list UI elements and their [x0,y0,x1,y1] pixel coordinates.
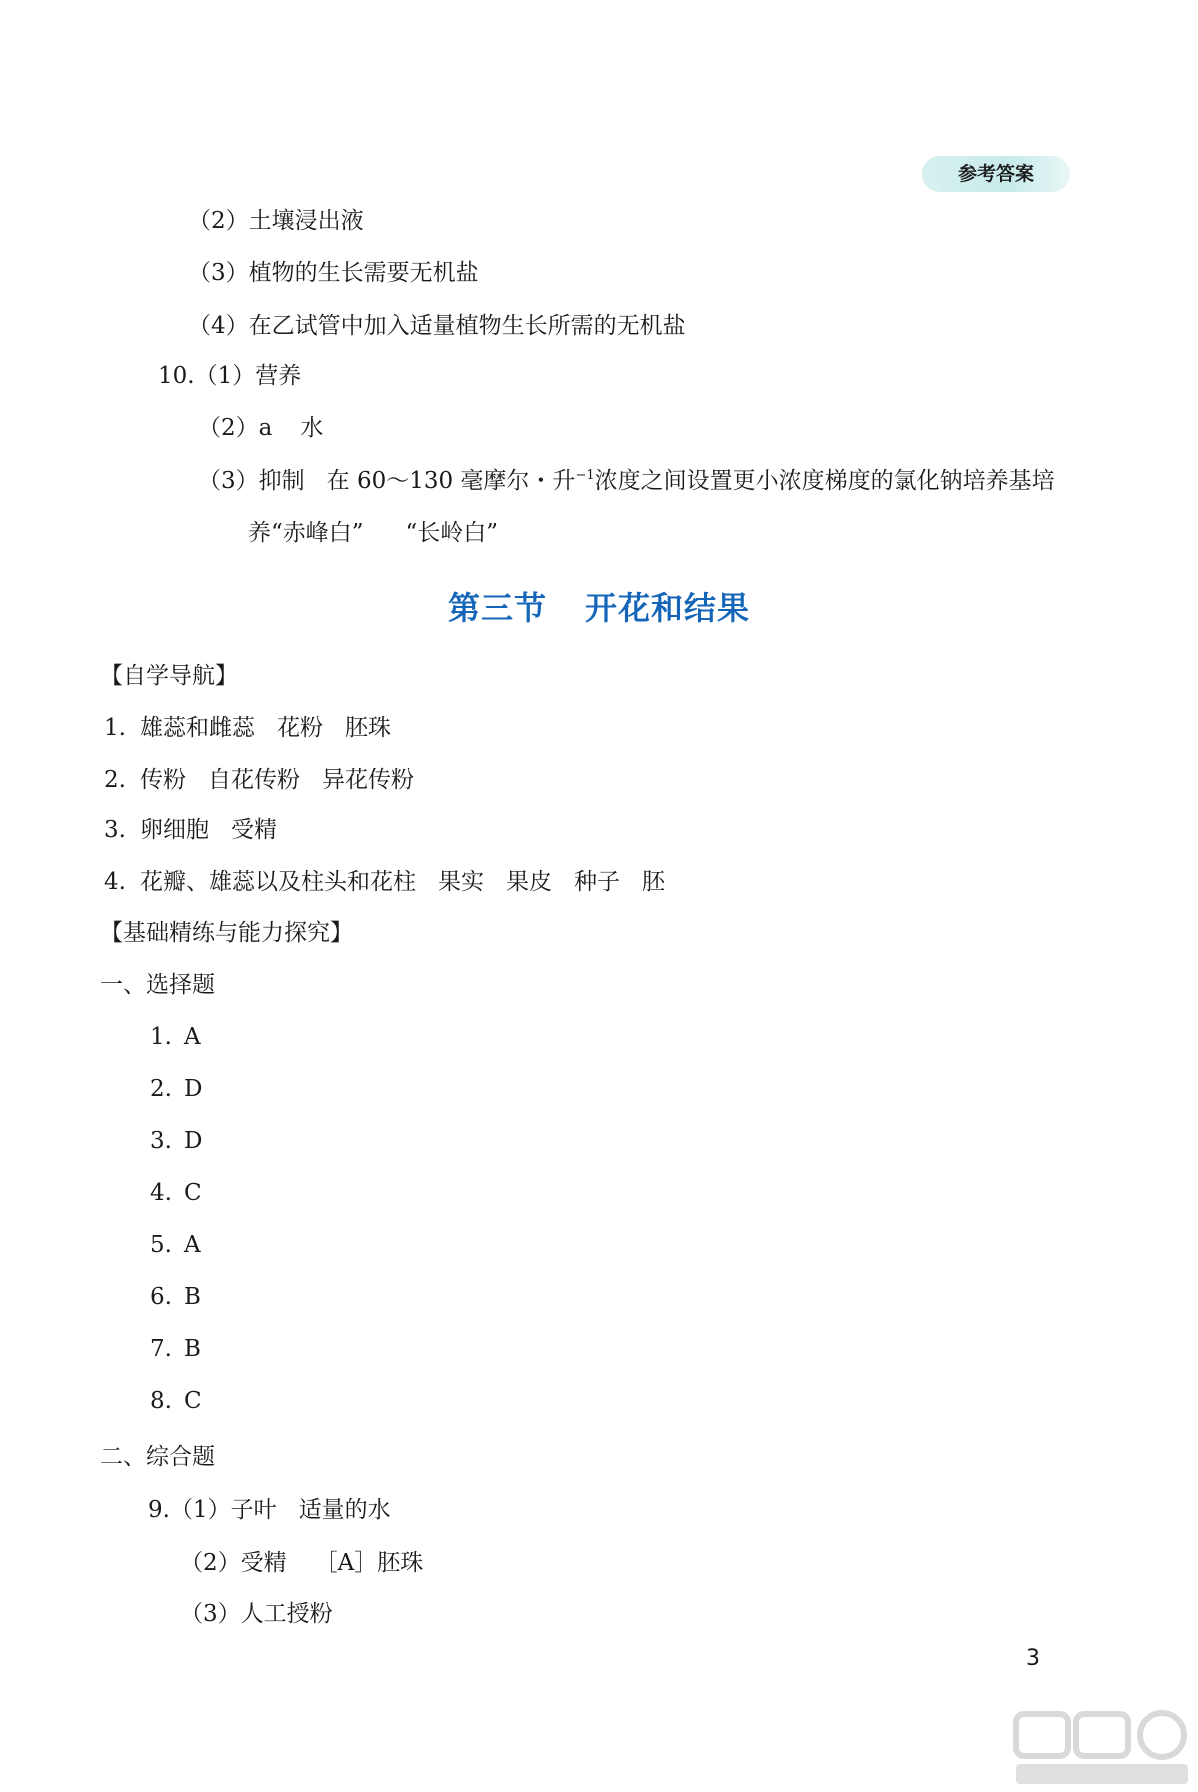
page-number: 3 [1026,1646,1040,1671]
practice-heading: 【基础精练与能力探究】 [100,920,353,946]
list-item: 3. 卵细胞 受精 [104,817,277,843]
watermark-logo [1012,1708,1192,1788]
answer-line: 9.（1）子叶 适量的水 [148,1497,391,1523]
answer-line: （3）植物的生长需要无机盐 [188,260,479,286]
answer-line: （2）受精 ［A］胚珠 [180,1550,424,1576]
answer-line: （4）在乙试管中加入适量植物生长所需的无机盐 [188,313,686,339]
list-item: 6. B [150,1284,201,1310]
part-heading: 二、综合题 [100,1444,215,1470]
answer-section-tab: 参考答案 [922,156,1070,192]
self-study-heading: 【自学导航】 [100,663,238,689]
list-item: 3. D [150,1128,203,1154]
list-item: 2. 传粉 自花传粉 异花传粉 [104,767,414,793]
answer-line: 养“赤峰白” “长岭白” [248,520,499,546]
answer-line: （3）抑制 在 60～130 毫摩尔・升$^{-1}$浓度之间设置更小浓度梯度的氯化钠培养基培 [198,468,1055,494]
answer-line: （2）a 水 [198,415,324,441]
answer-line: （3）人工授粉 [180,1601,333,1627]
list-item: 1. A [150,1024,201,1050]
list-item: 2. D [150,1076,203,1102]
list-item: 5. A [150,1232,201,1258]
list-item: 8. C [150,1388,202,1414]
list-item: 1. 雄蕊和雌蕊 花粉 胚珠 [104,715,391,741]
answer-line: 10.（1）营养 [158,363,302,389]
list-item: 7. B [150,1336,201,1362]
part-heading: 一、选择题 [100,972,215,998]
section-title: 第三节 开花和结果 [447,589,751,627]
list-item: 4. C [150,1180,202,1206]
list-item: 4. 花瓣、雄蕊以及柱头和花柱 果实 果皮 种子 胚 [104,869,665,895]
answer-line: （2）土壤浸出液 [188,208,364,234]
